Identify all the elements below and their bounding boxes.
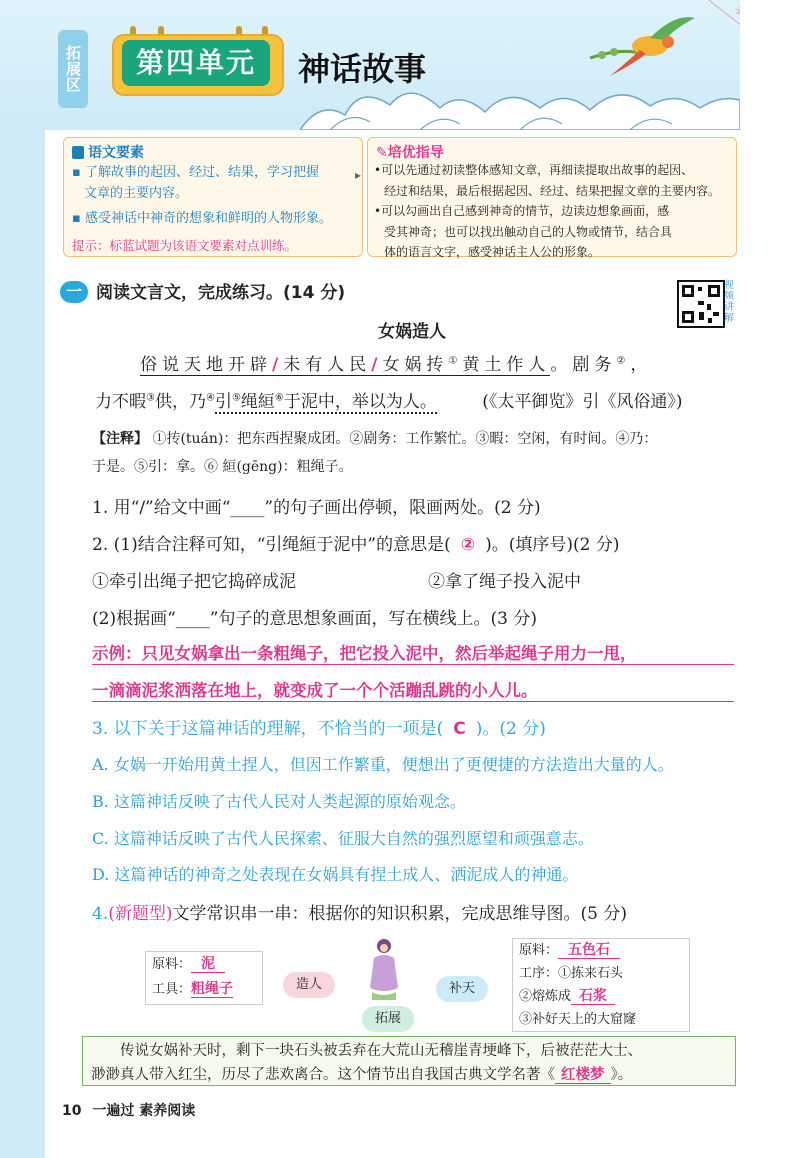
left-margin-bar [0,130,45,1158]
guide-line: 体的语言文字，感受神话主人公的形象。 [384,245,601,259]
page-footer [62,1100,195,1120]
mindmap-node-extend: 拓展 [362,1006,414,1032]
question-4: 4.(新题型)文学常识串一串：根据你的知识积累，完成思维导图。(5 分) [92,904,627,924]
mindmap-node-create: 造人 [283,972,335,998]
answer-q2: ② [460,535,476,555]
q2-option-1: ①牵引出绳子把它捣碎成泥 [92,572,296,592]
hint-text: 提示：标蓝试题为该语文要素对点训练。 [72,238,298,253]
question-2-2: (2)根据画“____”句子的意思想象画面，写在横线上。(3 分) [92,609,537,629]
box-title: 语文要素 [88,145,144,161]
page-title: 神话故事 [298,50,427,88]
question-1: 1. 用“/”给文中画“____”的句子画出停顿，限画两处。(2 分) [92,498,541,518]
section-number: 一 [60,281,88,303]
new-question-tag: (新题型) [108,904,173,924]
improvement-guide-box [367,137,737,257]
unit-label: 第四单元 [122,40,270,86]
q3-option-a: A. 女娲一开始用黄土捏人，但因工作繁重，便想出了更便捷的方法造出大量的人。 [92,755,674,774]
side-tab-expansion: 拓展区 [58,30,88,108]
element-item: 感受神话中神奇的想象和鲜明的人物形象。 [84,211,332,226]
book-name: 一遍过 素养阅读 [92,1103,196,1119]
question-2-1: 2. (1)结合注释可知，“引绳絙于泥中”的意思是( ② )。(填序号)(2 分) [92,535,620,555]
pencil-icon: ✎ [376,145,388,161]
video-explain-label: 视 频 讲 解 [724,280,734,324]
notes-block: 【注释】 ①抟(tuán)：把东西捏聚成团。②剧务：工作繁忙。③暇：空闲，有时间。④乃： 于是。⑤引：拿。⑥ 絙(gēng)：粗绳子。 [92,431,658,475]
language-elements-box: 语文要素 ▪ 了解故事的起因、经过、结果，学习把握 文章的主要内容。 ▪ 感受神话中神奇的想象和鲜明的人物形象。 提示：标蓝试题为该语文要素对点训练。 [63,137,363,257]
bird-illustration-icon [580,8,700,78]
mindmap-node-mend-sky: 补天 [436,976,488,1002]
passage-title: 女娲造人 [378,322,446,342]
page-number: 10 [62,1103,82,1119]
right-margin [740,0,800,1158]
guide-line: •可以勾画出自己感到神奇的情节，边读边想象画面，感 [374,204,670,218]
q3-option-d: D. 这篇神话的神奇之处表现在女娲具有捏土成人、洒泥成人的神通。 [92,865,579,884]
q3-option-b: B. 这篇神话反映了古代人民对人类起源的原始观念。 [92,792,466,811]
guide-line: 受其神奇；也可以找出触动自己的人物或情节，结合具 [384,224,673,239]
answer-novel: 红楼梦 [555,1067,611,1084]
q2-answer-line-1: 示例：只见女娲拿出一条粗绳子，把它投入泥中，然后举起绳子用力一甩， [92,640,734,665]
mindmap-create-humans-box: 原料： 泥 工具：粗绳子 [145,951,263,1005]
question-3: 3. 以下关于这篇神话的理解，不恰当的一项是( C )。(2 分) [92,719,546,739]
notes-label: 【注释】 [92,431,148,447]
book-icon [72,146,84,159]
extension-reading-box: 传说女娲补天时，剩下一块石头被丢弃在大荒山无稽崖青埂峰下，后被茫茫大士、 渺渺真人带入红尘，历尽了悲欢离合。这个情节出自我国古典文学名著《 红楼梦 》。 [82,1036,736,1086]
q3-option-c: C. 这篇神话反映了古代人民探索、征服大自然的强烈愿望和顽强意志。 [92,829,594,848]
guide-line: 经过和结果，最后根据起因、经过、结果把握文章的主要内容。 [384,183,721,198]
connector-arrow-icon: ▸ [355,168,362,182]
nuwa-figure-icon [366,936,402,1002]
passage-line-2: 力不暇③供，乃④引⑤绳絙⑥于泥中，举以为人。 (《太平御览》引《风俗通》) [95,392,683,412]
box-title: 培优指导 [387,145,444,161]
q2-answer-line-2: 一滴滴泥浆洒落在地上，就变成了一个个活蹦乱跳的小人儿。 [92,677,734,702]
mindmap-mend-sky-box: 原料： 五色石 工序：①拣来石头 ②熔炼成 石浆 ③补好天上的大窟窿 [512,938,690,1032]
q2-option-2: ②拿了绳子投入泥中 [428,572,581,592]
passage-line-1: 俗说天地开辟/未有人民/女娲抟①黄土作人。剧务②， [140,355,653,375]
section-title: 阅读文言文，完成练习。(14 分) [96,283,346,303]
passage-source: (《太平御览》引《风俗通》) [482,392,683,412]
qr-code-icon[interactable] [677,280,725,328]
element-item: 文章的主要内容。 [84,186,189,201]
answer-q3: C [453,719,466,739]
element-item: 了解故事的起因、经过、结果，学习把握 [84,165,319,180]
guide-line: •可以先通过初读整体感知文章，再细读提取出故事的起因、 [374,163,694,177]
